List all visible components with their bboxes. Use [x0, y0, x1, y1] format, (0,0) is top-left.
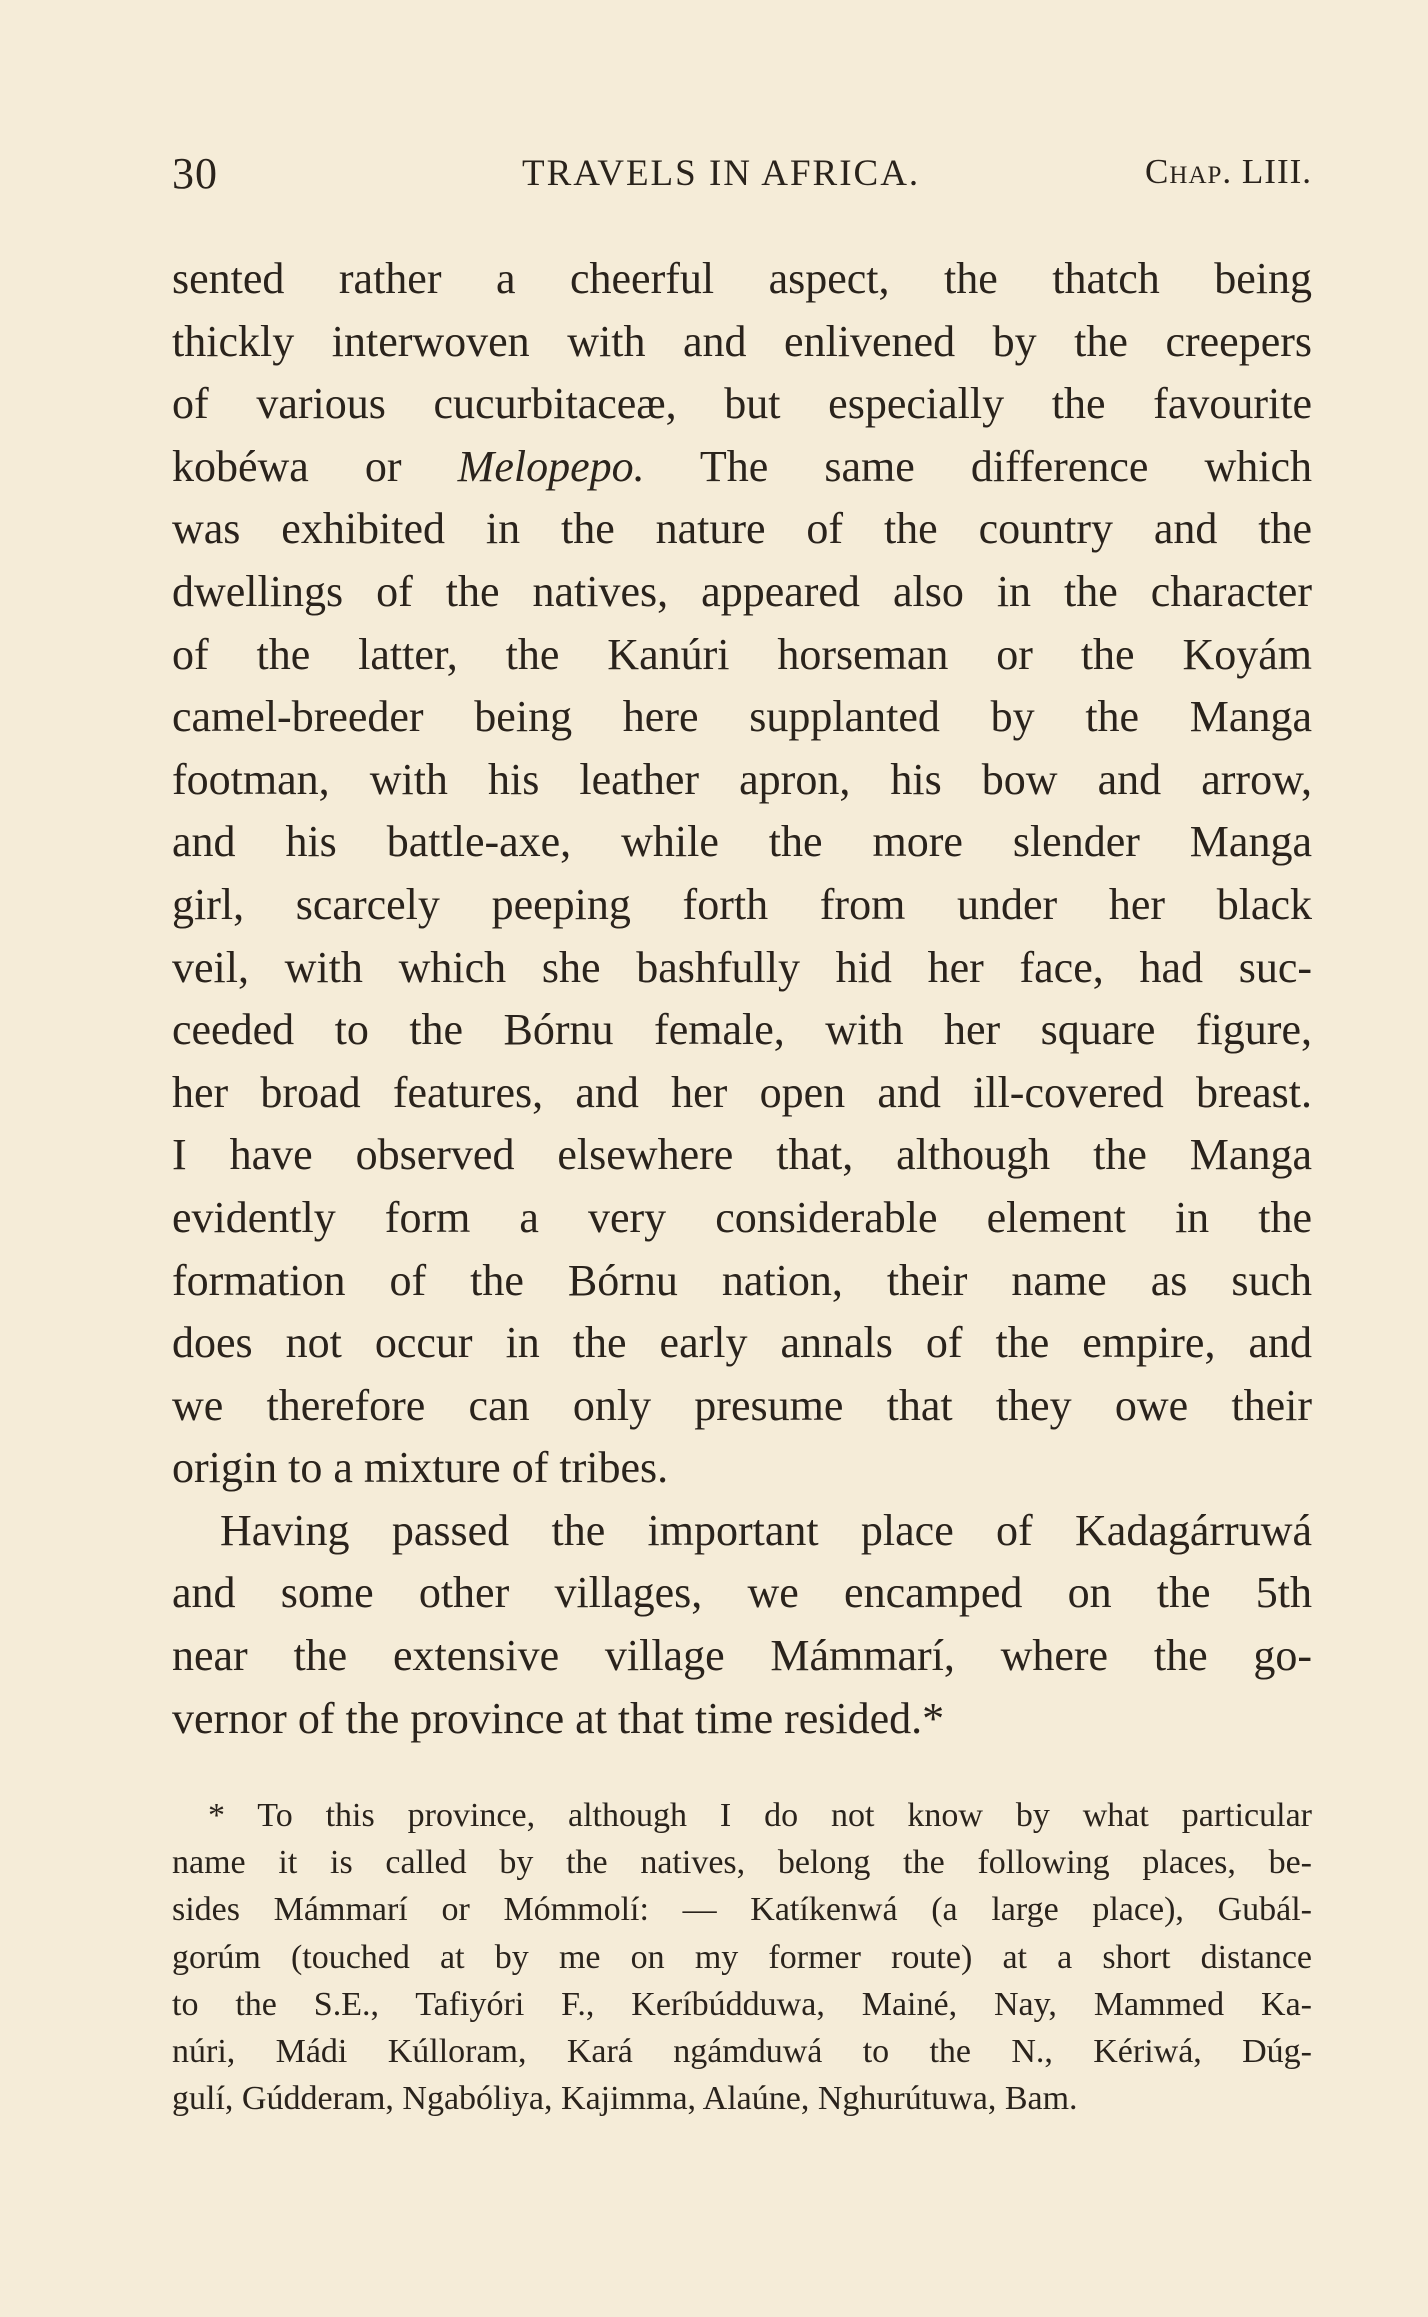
- text-line: sented rather a cheerful aspect, the thatch being: [172, 254, 1312, 303]
- text-fragment: The same difference which: [699, 441, 1312, 491]
- text-line: vernor of the province at that time resided.*: [172, 1693, 945, 1743]
- chapter-label: Chap. LIII.: [1145, 152, 1312, 191]
- footnote-line: gorúm (touched at by me on my former route) at a short distance: [172, 1938, 1312, 1976]
- footnote: [172, 1792, 1312, 2122]
- text-line: [172, 436, 1312, 499]
- footnote-line: name it is called by the natives, belong the following places, be-: [172, 1844, 1312, 1882]
- footnote-line: * To this province, although I do not know by what particular: [208, 1797, 1312, 1834]
- footnote-line: gulí, Gúdderam, Ngabóliya, Kajimma, Alaúne, Nghurútuwa, Bam.: [172, 2080, 1078, 2118]
- italic-term: Melopepo.: [457, 441, 645, 491]
- running-head: [172, 148, 1312, 208]
- page-number: 30: [172, 149, 218, 198]
- text-line: and his battle-axe, while the more slender Manga: [172, 817, 1312, 867]
- book-title: TRAVELS IN AFRICA.: [522, 153, 921, 194]
- text-line: girl, scarcely peeping forth from under her black: [172, 879, 1312, 929]
- text-line: we therefore can only presume that they owe their: [172, 1380, 1312, 1430]
- text-line: Having passed the important place of Kadagárruwá: [220, 1505, 1312, 1555]
- text-line: veil, with which she bashfully hid her face, had suc-: [172, 942, 1312, 992]
- text-line: dwellings of the natives, appeared also in the character: [172, 566, 1312, 616]
- text-line: does not occur in the early annals of the empire, and: [172, 1318, 1312, 1368]
- footnote-line: sides Mámmarí or Mómmolí: — Katíkenwá (a large place), Gubál-: [172, 1891, 1312, 1929]
- text-line: ceeded to the Bórnu female, with her square figure,: [172, 1005, 1312, 1055]
- text-line: of the latter, the Kanúri horseman or the Koyám: [172, 629, 1312, 679]
- text-line: evidently form a very considerable element in the: [172, 1192, 1312, 1242]
- text-line: her broad features, and her open and ill-covered breast.: [172, 1067, 1312, 1117]
- text-line: near the extensive village Mámmarí, where the go-: [172, 1631, 1312, 1681]
- text-line: formation of the Bórnu nation, their name as such: [172, 1255, 1312, 1305]
- body-text: [172, 248, 1312, 1750]
- footnote-line: to the S.E., Tafiyóri F., Keríbúdduwa, Mainé, Nay, Mammed Ka-: [172, 1985, 1312, 2023]
- footnote-line: núri, Mádi Kúlloram, Kará ngámduwá to the N., Kériwá, Dúg-: [172, 2032, 1312, 2070]
- text-line: camel-breeder being here supplanted by the Manga: [172, 692, 1312, 742]
- text-line: and some other villages, we encamped on the 5th: [172, 1568, 1312, 1618]
- text-line: footman, with his leather apron, his bow and arrow,: [172, 754, 1312, 804]
- text-line: origin to a mixture of tribes.: [172, 1443, 669, 1493]
- text-line: was exhibited in the nature of the country and the: [172, 504, 1312, 554]
- text-fragment: kobéwa or: [172, 441, 402, 491]
- text-line: I have observed elsewhere that, although the Manga: [172, 1130, 1312, 1180]
- text-line: thickly interwoven with and enlivened by the creepers: [172, 316, 1312, 366]
- text-line: of various cucurbitaceæ, but especially the favourite: [172, 379, 1312, 429]
